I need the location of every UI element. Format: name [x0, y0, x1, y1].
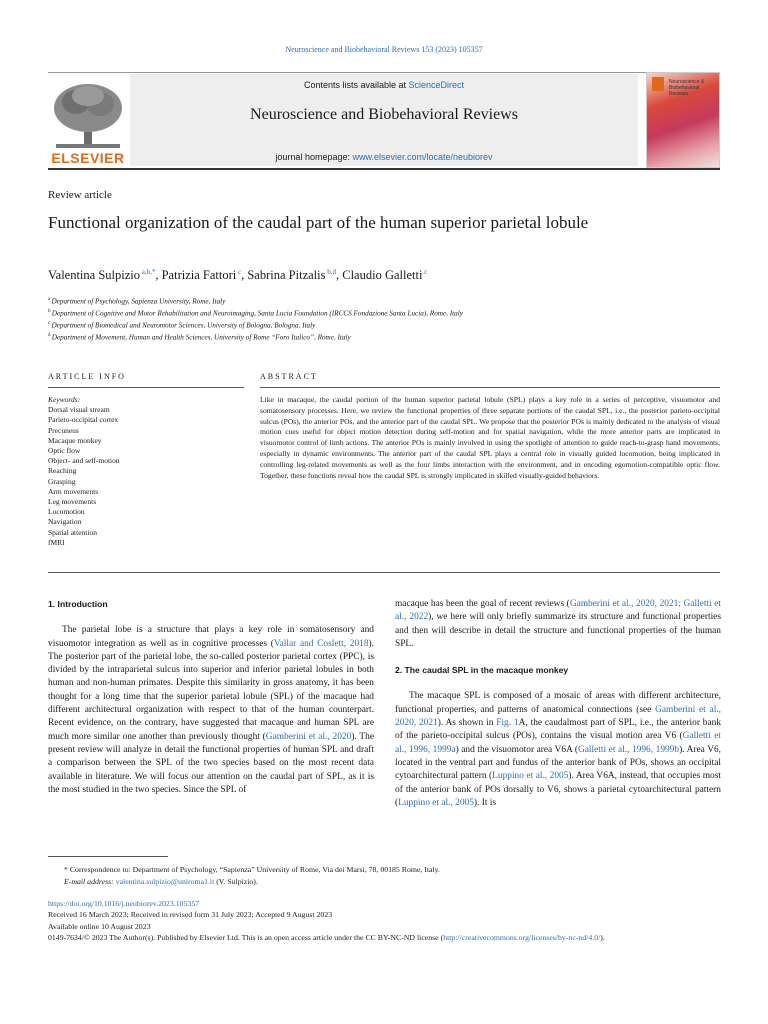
paragraph-text: ). Area V6A, instead, that occupies most of the anterior bank of POs dorsally to V6, shows a parietal cytoarchitectural pattern (: [395, 771, 721, 808]
keyword: Object- and self-motion: [48, 456, 120, 466]
license-suffix: ).: [600, 933, 605, 943]
keyword: Macaque monkey: [48, 435, 102, 445]
author-email-link[interactable]: valentina.sulpizio@uniroma1.it: [115, 877, 215, 886]
license-line: [48, 932, 720, 943]
citation-link[interactable]: Gamberini et al., 2020, 2021; Galletti et al., 2022: [395, 599, 721, 623]
doi-link[interactable]: https://doi.org/10.1016/j.neubiorev.2023.105357: [48, 899, 200, 908]
footnotes: [48, 864, 720, 888]
keyword: Navigation: [48, 517, 82, 527]
contents-prefix: Contents lists available at: [303, 80, 409, 90]
affiliation: [48, 307, 728, 319]
citation-link[interactable]: Vallar and Coslett, 2018: [273, 638, 369, 649]
license-link[interactable]: http://creativecommons.org/licenses/by-nc-nd/4.0/: [443, 933, 601, 943]
sciencedirect-link[interactable]: ScienceDirect: [408, 80, 465, 90]
body-divider: [48, 572, 720, 573]
affiliation-marker: c: [48, 320, 52, 326]
citation-link[interactable]: Luppino et al., 2005: [492, 771, 569, 782]
publication-info: [48, 898, 720, 944]
article-info-heading: ARTICLE INFO: [48, 372, 126, 381]
author-separator: ,: [155, 268, 162, 283]
section-2-heading: 2. The caudal SPL in the macaque monkey: [395, 665, 569, 676]
publisher-name: ELSEVIER: [51, 150, 125, 166]
cover-publisher-mark: [652, 77, 664, 91]
paragraph-text: macaque has been the goal of recent reviews (: [395, 599, 570, 609]
keyword: Leg movements: [48, 497, 97, 507]
contents-line: [130, 80, 638, 90]
email-label: E-mail address:: [64, 877, 116, 886]
journal-citation[interactable]: Neuroscience and Biobehavioral Reviews 153 (2023) 105357: [285, 45, 483, 54]
affiliation-marker: b: [48, 308, 52, 314]
keyword: Grasping: [48, 476, 76, 486]
body-column-left: [48, 598, 374, 797]
header-bottom-rule: [48, 168, 720, 170]
article-type: Review article: [48, 189, 112, 201]
homepage-prefix: journal homepage:: [275, 152, 353, 162]
paragraph-text: ). As shown in: [437, 718, 497, 729]
header-top-rule: [48, 72, 720, 73]
email-note: [48, 876, 720, 888]
paragraph-text: ). Area V6, located in the ventral part and fundus of the anterior bank of POs, shows an occipital cytoarchitectural pattern (: [395, 744, 721, 782]
abstract-heading: ABSTRACT: [260, 372, 318, 381]
author-affiliation-marker[interactable]: a,b,*: [140, 268, 156, 276]
keyword: Spatial attention: [48, 527, 97, 537]
citation-link[interactable]: Gamberini et al., 2020, 2021: [395, 704, 722, 729]
received-dates: Received 16 March 2023; Received in revised form 31 July 2023; Accepted 9 August 2023: [48, 910, 333, 920]
paragraph-text: A, the caudalmost part of SPL, i.e., the anterior bank of the parieto-occipital sulcus (POs), contains the visual motion area V6 (: [395, 718, 722, 742]
affiliation: [48, 319, 728, 331]
paragraph-text: The parietal lobe is a structure that plays a key role in somatosensory and visuomotor integration as well as in cognitive processes (: [48, 625, 374, 649]
affiliation-marker: d: [48, 332, 52, 338]
paragraph-text: The macaque SPL is composed of a mosaic of areas with different architecture, functional properties, and patterns of anatomical connections (see: [395, 691, 721, 715]
keyword-items: [48, 405, 244, 548]
paragraph-text: ). The present review will analyze in detail the functional properties of human SPL and draft a comparison between the SPL of the two species based on the most recent data available in literature. We will focus our attention on the caudal part of SPL, as it is the most studied in the two species. Since the SPL of: [48, 731, 375, 795]
section-1-paragraph: [48, 624, 374, 797]
author-affiliation-marker[interactable]: c: [422, 268, 428, 276]
journal-title: Neuroscience and Biobehavioral Reviews: [250, 106, 518, 123]
keyword: Optic flow: [48, 446, 81, 456]
keyword: Arm movements: [48, 486, 99, 496]
affiliation-list: [48, 295, 728, 343]
keyword-list: [48, 395, 244, 548]
keywords-label: Keywords:: [48, 395, 81, 404]
author-name: Claudio Galletti: [342, 268, 423, 283]
citation-link[interactable]: Gamberini et al., 2020: [265, 731, 352, 742]
author-affiliation-marker[interactable]: b,d: [325, 268, 336, 276]
author-separator: ,: [335, 268, 343, 283]
affiliation-text: Department of Cognitive and Motor Rehabilitation and Neuroimaging, Santa Lucia Foundation (IRCCS Fondazione Santa Lucia), Rome, Italy: [51, 309, 463, 318]
paragraph-text: ). It is: [473, 797, 497, 808]
affiliation-marker: a: [48, 297, 52, 302]
paragraph-text: ). The posterior part of the parietal lobe, the so-called posterior parietal cortex (PPC), is divided by the intraparietal sulcus into superior and inferior parietal lobules in both human and non-human primates. Despite this similarity in gross anatomy, it has been thought for a long time that the superior parietal lobule (SPL) of the macaque had different architectural organization with respect to that of the human counterpart. Recent evidence, on the contrary, have suggested that macaque and human SPL are much more similar one another than previously thought (: [48, 638, 375, 742]
abstract-rule: [260, 387, 720, 388]
author-name: Patrizia Fattori: [161, 268, 237, 283]
author-name: Valentina Sulpizio: [48, 268, 140, 283]
article-title: Functional organization of the caudal part of the human superior parietal lobule: [48, 213, 589, 232]
affiliation-text: Department of Biomedical and Neuromotor Sciences, University of Bologna, Bologna, Italy: [51, 321, 316, 330]
author-separator: ,: [241, 268, 248, 283]
citation-link[interactable]: Fig. 1: [496, 718, 519, 729]
keyword: Parieto-occipital cortex: [48, 415, 119, 425]
journal-homepage-link[interactable]: www.elsevier.com/locate/neubiorev: [352, 152, 493, 162]
author-name: Sabrina Pitzalis: [247, 268, 326, 283]
affiliation: [48, 295, 728, 307]
affiliation-text: Department of Psychology, Sapienza University, Rome, Italy: [51, 297, 226, 306]
journal-cover-image[interactable]: [646, 72, 720, 168]
citation-link[interactable]: Luppino et al., 2005: [398, 797, 474, 808]
citation-link[interactable]: Galletti et al., 1996, 1999a: [395, 731, 721, 755]
keyword: fMRI: [48, 537, 65, 547]
keyword: Reaching: [48, 466, 77, 476]
body-column-right: [395, 598, 721, 810]
author-list: [48, 268, 427, 283]
citation-link[interactable]: Galletti et al., 1996, 1999b: [578, 744, 680, 755]
online-date: Available online 10 August 2023: [48, 921, 151, 931]
homepage-line: [130, 152, 638, 162]
article-info-rule: [48, 387, 244, 388]
affiliation: [48, 331, 728, 343]
section-1-paragraph-continued: [395, 598, 721, 651]
affiliation-text: Department of Movement, Human and Health Sciences, University of Rome “Foro Italico”, Rome, Italy: [51, 333, 351, 342]
email-suffix: (V. Sulpizio).: [214, 877, 258, 886]
author-affiliation-marker[interactable]: c: [236, 268, 242, 276]
correspondence-note: * Correspondence to: Department of Psychology, “Sapienza” University of Rome, Via dei Marsi, 78, 00185 Rome, Italy.: [64, 865, 441, 874]
license-prefix: 0149-7634/© 2023 The Author(s). Published by Elsevier Ltd. This is an open access article under the CC BY-NC-ND license (: [48, 933, 444, 943]
abstract-text: Like in macaque, the caudal portion of the human superior parietal lobule (SPL) plays a key role in a series of perceptive, visuomotor and somatosensory processes. Here, we review the functional properties of three separate portions of the caudal SPL, i.e., the posterior parieto-occipital sulcus (POs), the anterior POs, and the anterior part of the caudal SPL. We propose that the posterior POs is mainly dedicated to the analysis of visual motion cues useful for object motion detection during self-motion and for spatial navigation, while the more anterior parts are implicated in visuomotor control of limb actions. The anterior POs is mainly involved in using the spotlight of attention to guide reach-to-grasp hand movements, especially in dynamic environments. The anterior part of the caudal SPL plays a central role in visually guided locomotion, being implicated in controlling leg-related movements as well as the four limbs interaction with the environment, and in encoding egomotion-compatible optic flow. Together, these functions reveal how the caudal SPL is strongly implicated in skilled visually-guided behaviors.: [260, 395, 720, 480]
section-2-paragraph: [395, 690, 721, 810]
section-1-heading: 1. Introduction: [48, 599, 108, 609]
keyword: Precuneus: [48, 425, 79, 435]
keyword: Dorsal visual stream: [48, 405, 110, 415]
paragraph-text: ), we here will only briefly summarize its structure and functional properties and then will describe in detail the structure and functional properties of the human SPL.: [395, 612, 721, 649]
cover-title: Neuroscience & Biobehavioral Reviews: [669, 79, 705, 97]
paragraph-text: ) and the visuomotor area V6A (: [455, 744, 578, 755]
footnote-rule: [48, 856, 168, 857]
keyword: Locomotion: [48, 507, 85, 517]
